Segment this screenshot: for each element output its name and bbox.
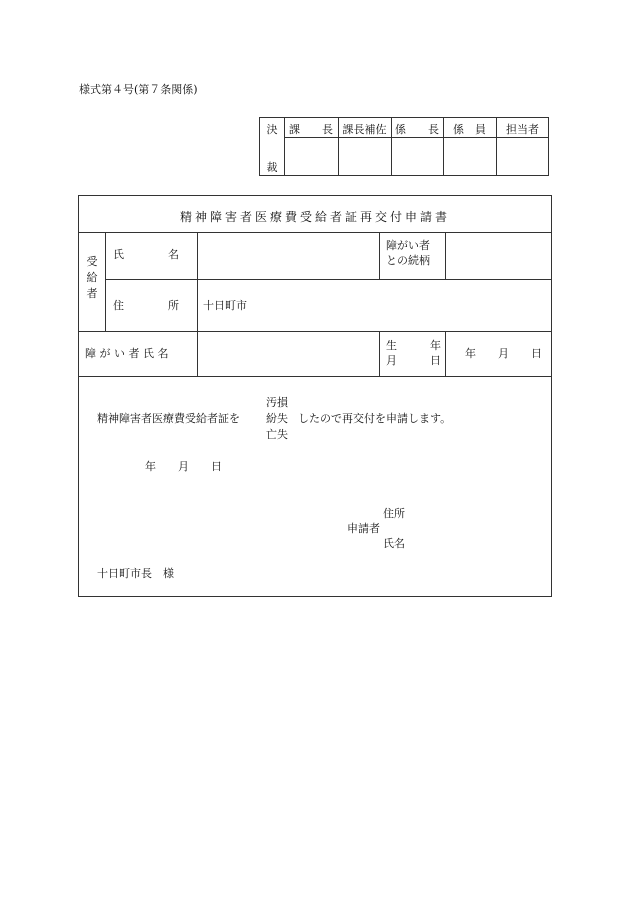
approval-header-kacho: 課 長 xyxy=(289,123,333,136)
reason-lost: 紛失 xyxy=(266,412,288,425)
approval-header-kakariin: 係 員 xyxy=(453,123,486,136)
dob-label-line2: 月 日 xyxy=(386,354,441,367)
approval-kessai-top: 決 xyxy=(266,123,278,136)
form-title: 精神障害者医療費受給者証再交付申請書 xyxy=(179,210,450,224)
addressee: 十日町市長 様 xyxy=(97,567,174,580)
dob-value: 年 月 日 xyxy=(465,347,542,360)
approval-kessai-bottom: 裁 xyxy=(266,161,278,174)
reason-missing: 亡失 xyxy=(266,428,288,441)
relation-label-line2: との続柄 xyxy=(386,254,430,267)
form-number-label: 様式第４号(第７条関係) xyxy=(79,83,198,96)
reason-soiled: 汚損 xyxy=(266,396,288,409)
recipient-group-label: 受 給 者 xyxy=(86,255,98,300)
approval-header-kakaricho: 係 長 xyxy=(395,123,439,136)
applicant-address-label: 住所 xyxy=(383,507,405,520)
relation-label-line1: 障がい者 xyxy=(386,239,430,252)
application-date: 年 月 日 xyxy=(145,460,222,473)
applicant-label: 申請者 xyxy=(347,522,380,535)
name-label: 氏 名 xyxy=(113,248,179,261)
approval-table xyxy=(259,117,549,176)
approval-header-tantosha: 担当者 xyxy=(506,123,539,136)
approval-header-kacho-hosa: 課長補佐 xyxy=(342,123,387,136)
address-value: 十日町市 xyxy=(203,299,247,312)
application-form xyxy=(78,195,552,597)
disabled-person-name-label: 障 が い 者 氏 名 xyxy=(85,347,169,360)
address-label: 住 所 xyxy=(113,299,179,312)
statement-suffix: したので再交付を申請します。 xyxy=(298,412,452,425)
applicant-name-label: 氏名 xyxy=(383,537,405,550)
statement-prefix: 精神障害者医療費受給者証を xyxy=(97,412,240,425)
dob-label-line1: 生 年 xyxy=(386,339,441,352)
